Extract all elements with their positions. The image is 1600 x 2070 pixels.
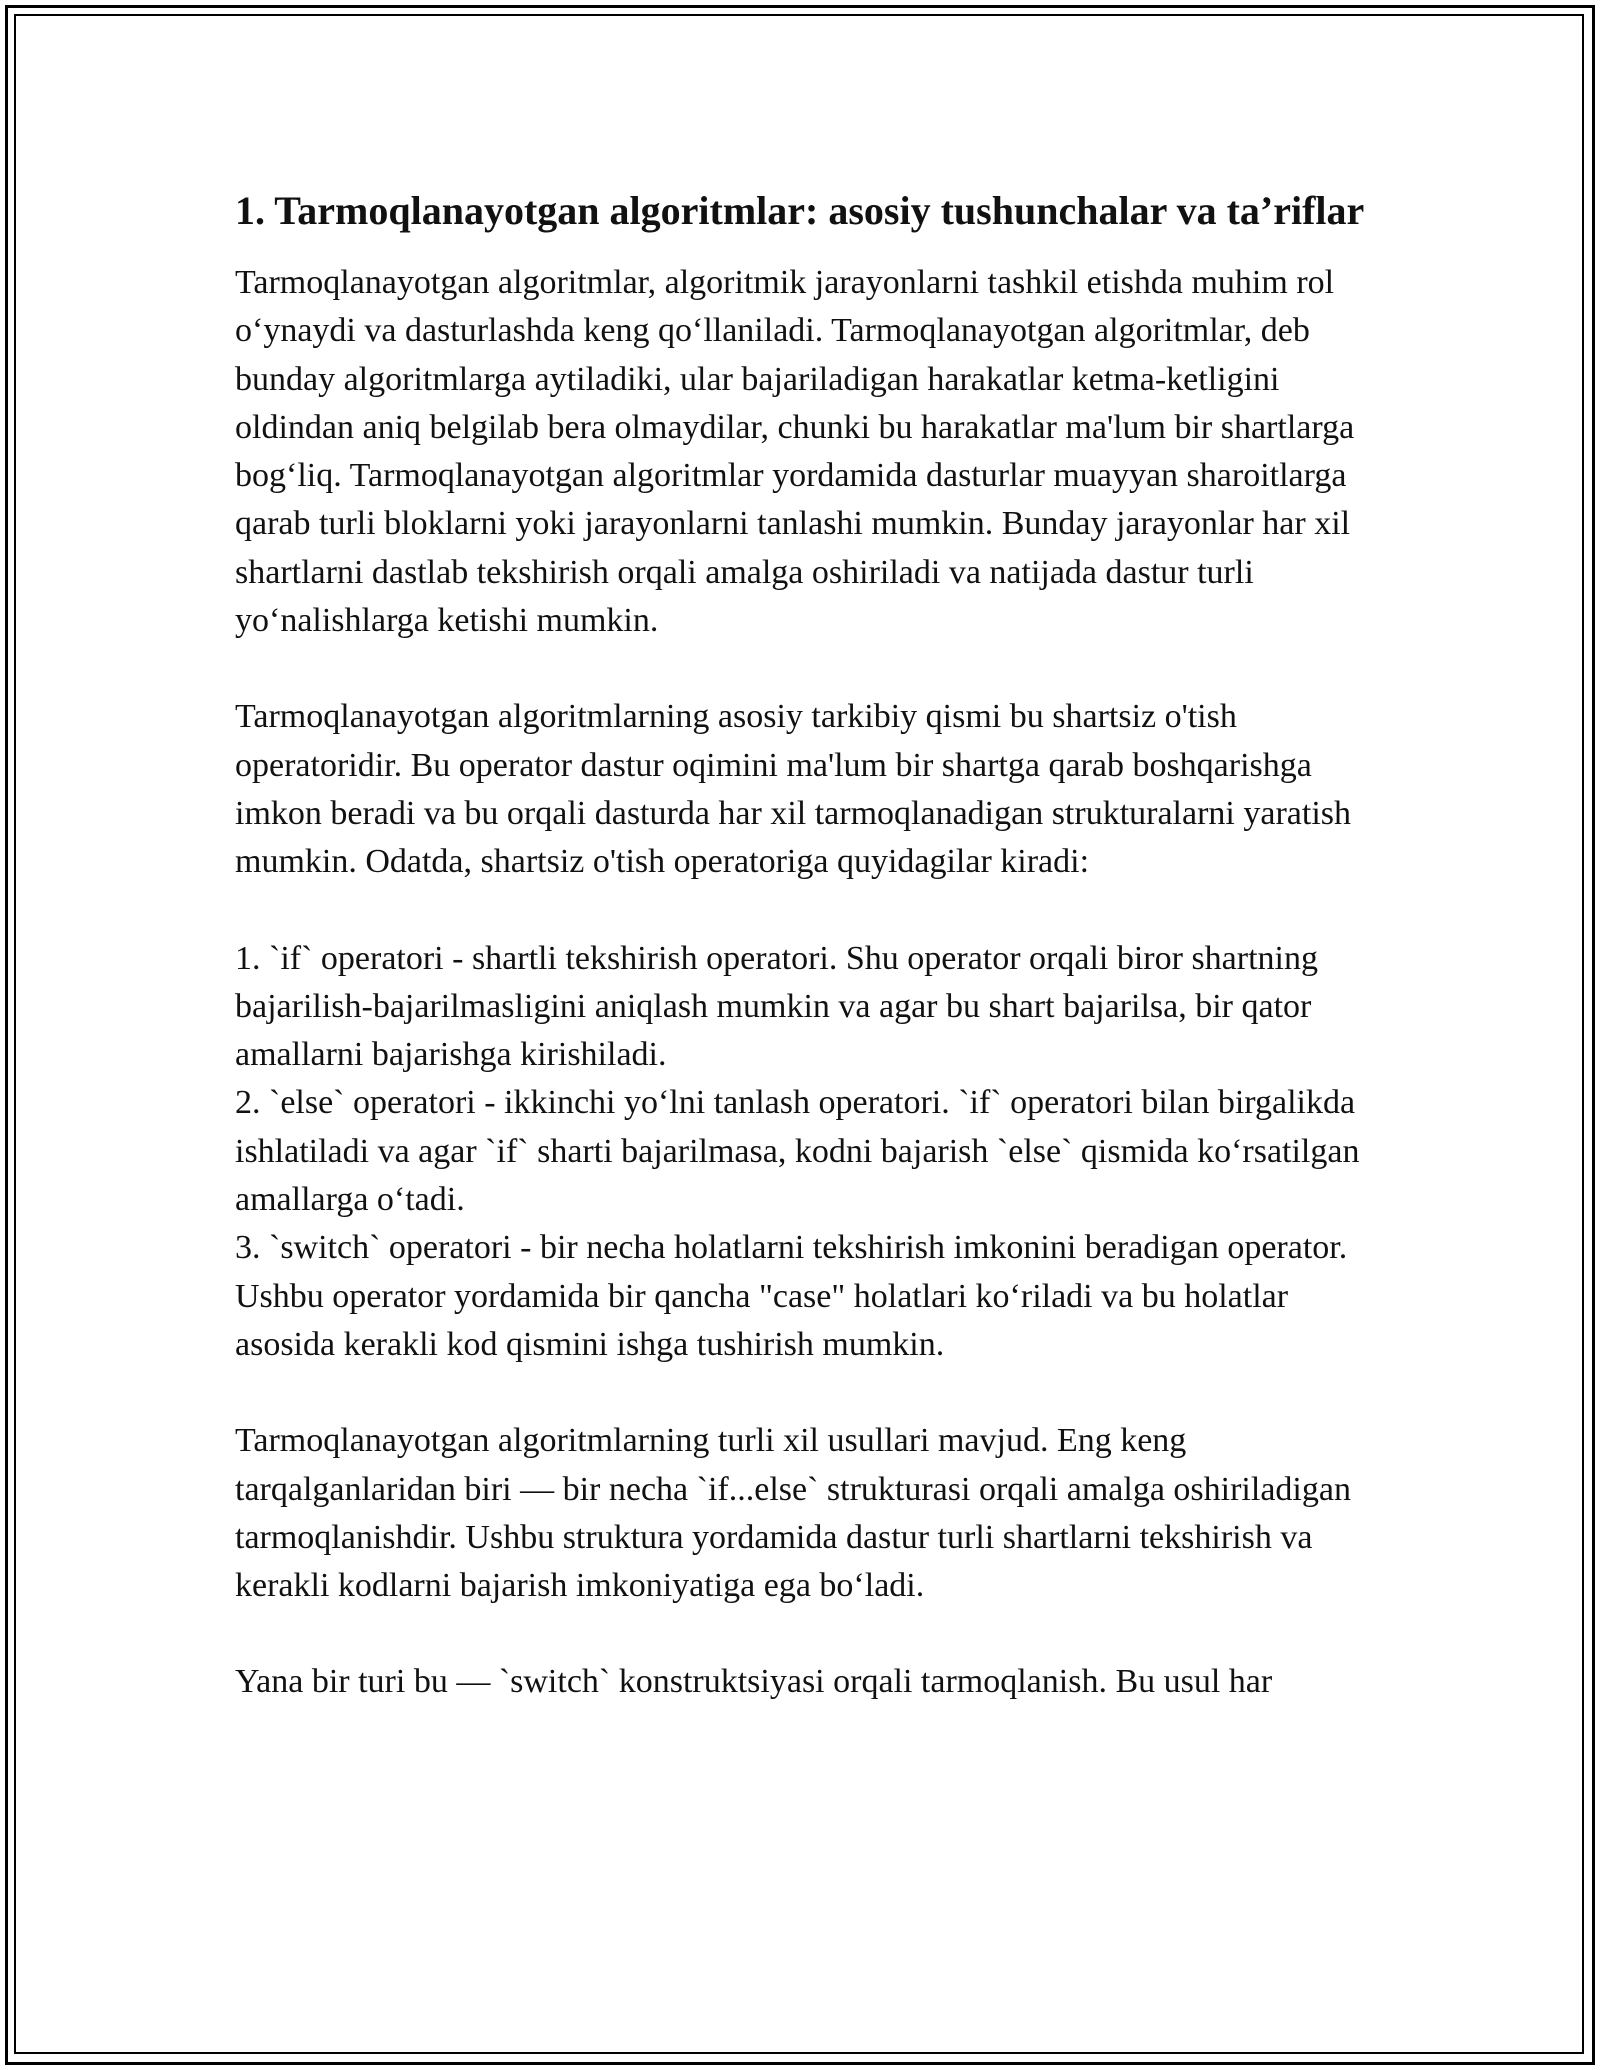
section-heading: 1. Tarmoqlanayotgan algoritmlar: asosiy tushunchalar va ta’riflar [235, 188, 1365, 233]
paragraph-switch-construct: Yana bir turi bu — `switch` konstruktsiyasi orqali tarmoqlanish. Bu usul har [235, 1663, 1273, 1701]
paragraph-gap [235, 645, 1365, 693]
paragraph-intro: Tarmoqlanayotgan algoritmlar, algoritmik jarayonlarni tashkil etishda muhim rol o‘ynaydi va dasturlashda keng qo‘llaniladi. Tarmoqlanayotgan algoritmlar, deb bunday algoritmlarga aytiladiki, ular bajariladigan harakatlar ketma-ketligini oldindan aniq belgilab bera olmaydilar, chunki bu harakatlar ma'lum bir shartlarga bog‘liq. Tarmoqlanayotgan algoritmlar yordamida dasturlar muayyan sharoitlarga qarab turli bloklarni yoki jarayonlarni tanlashi mumkin. Bunday jarayonlar har xil shartlarni dastlab tekshirish orqali amalga oshiriladi va natijada dastur turli yo‘nalishlarga ketishi mumkin. [235, 264, 1355, 640]
paragraph-gap [235, 887, 1365, 935]
list-item-if: 1. `if` operatori - shartli tekshirish operatori. Shu operator orqali biror shartning bajarilish-bajarilmasligini aniqlash mumkin va agar bu shart bajarilsa, bir qator amallarni bajarishga kirishiladi. [235, 939, 1318, 1074]
operator-list [235, 935, 1365, 1370]
document-body [235, 183, 1365, 1707]
list-item-switch: 3. `switch` operatori - bir necha holatlarni tekshirish imkonini beradigan operator. Ushbu operator yordamida bir qancha "case" holatlari ko‘riladi va bu holatlar asosida kerakli kod qismini ishga tushirish mumkin. [235, 1229, 1348, 1363]
paragraph-gap [235, 1610, 1365, 1658]
list-item-else: 2. `else` operatori - ikkinchi yo‘lni tanlash operatori. `if` operatori bilan birgalikda ishlatiladi va agar `if` sharti bajarilmasa, kodni bajarish `else` qismida ko‘rsatilgan amallarga o‘tadi. [235, 1084, 1360, 1219]
paragraph-methods: Tarmoqlanayotgan algoritmlarning turli xil usullari mavjud. Eng keng tarqalganlaridan biri — bir necha `if...else` strukturasi orqali amalga oshiriladigan tarmoqlanishdir. Ushbu struktura yordamida dastur turli shartlarni tekshirish va kerakli kodlarni bajarish imkoniyatiga ega bo‘ladi. [235, 1422, 1351, 1605]
paragraph-gap [235, 1369, 1365, 1417]
paragraph-operators: Tarmoqlanayotgan algoritmlarning asosiy tarkibiy qismi bu shartsiz o'tish operatoridir. Bu operator dastur oqimini ma'lum bir shartga qarab boshqarishga imkon beradi va bu orqali dasturda har xil tarmoqlanadigan strukturalarni yaratish mumkin. Odatda, shartsiz o'tish operatoriga quyidagilar kiradi: [235, 698, 1351, 881]
